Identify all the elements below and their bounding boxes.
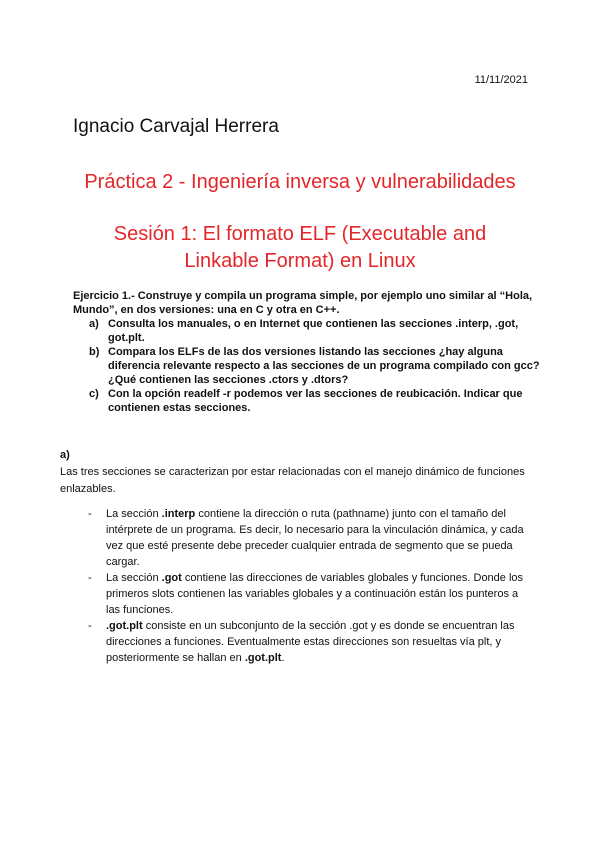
item-label: b) [89,346,100,358]
document-date: 11/11/2021 [474,74,528,86]
list-item [88,570,528,618]
session-title-line-2: Linkable Format) en Linux [184,250,416,272]
item-label: a) [89,318,99,330]
bullet-keyword: .interp [161,508,196,520]
dash-bullet: - [88,620,92,632]
exercise-statement [73,289,543,415]
bullet-keyword: .got.plt [106,620,143,632]
list-item [88,506,528,570]
item-text: Compara los ELFs de las dos versiones listando las secciones ¿hay alguna diferencia relevante respecto a las secciones de un programa compilado con gcc? ¿Qué contienen las secciones .ctors y .dtors? [108,346,540,386]
exercise-item [73,345,543,387]
bullet-text-post: contiene la dirección o ruta (pathname) junto con el tamaño del intérprete de un programa. Es decir, lo necesario para la vinculación dinámica, y cada vez que esté presente debe preceder cualquier entrada de segmento que se pueda cargar. [106,508,524,568]
session-title-line-1: Sesión 1: El formato ELF (Executable and [113,223,487,245]
answer-a-intro: Las tres secciones se caracterizan por estar relacionadas con el manejo dinámico de funciones enlazables. [60,466,525,495]
dash-bullet: - [88,508,92,520]
answer-a-bullets [88,506,528,666]
answer-a [60,447,530,498]
bullet-text-end: . [281,652,285,664]
bullet-text-post: consiste en un subconjunto de la sección .got y es donde se encuentran las direcciones a funciones. Eventualmente estas direcciones son resueltas vía plt, y posteriormente se hallan en [106,620,515,664]
exercise-item [73,317,543,345]
exercise-intro: Ejercicio 1.- Construye y compila un programa simple, por ejemplo uno similar al “Hola, Mundo”, en dos versiones: una en C y otra en C++. [73,290,533,316]
bullet-keyword-2: .got.plt [244,652,282,664]
exercise-item [73,387,543,415]
exercise-items [73,317,543,415]
bullet-text-pre: La sección [106,572,162,584]
item-text: Consulta los manuales, o en Internet que contienen las secciones .interp, .got, got.plt. [108,318,519,344]
answer-a-heading: a) [60,449,70,461]
list-item [88,618,528,666]
session-title [60,221,540,275]
bullet-text-pre: La sección [106,508,162,520]
bullet-keyword: .got [161,572,182,584]
author-name: Ignacio Carvajal Herrera [73,116,279,137]
practice-title: Práctica 2 - Ingeniería inversa y vulnerabilidades [84,171,516,193]
dash-bullet: - [88,572,92,584]
item-label: c) [89,388,99,400]
item-text: Con la opción readelf -r podemos ver las secciones de reubicación. Indicar que contienen estas secciones. [108,388,523,414]
bullet-text-post: contiene las direcciones de variables globales y funciones. Donde los primeros slots contienen las variables globales y a continuación están los punteros a las funciones. [106,572,524,616]
